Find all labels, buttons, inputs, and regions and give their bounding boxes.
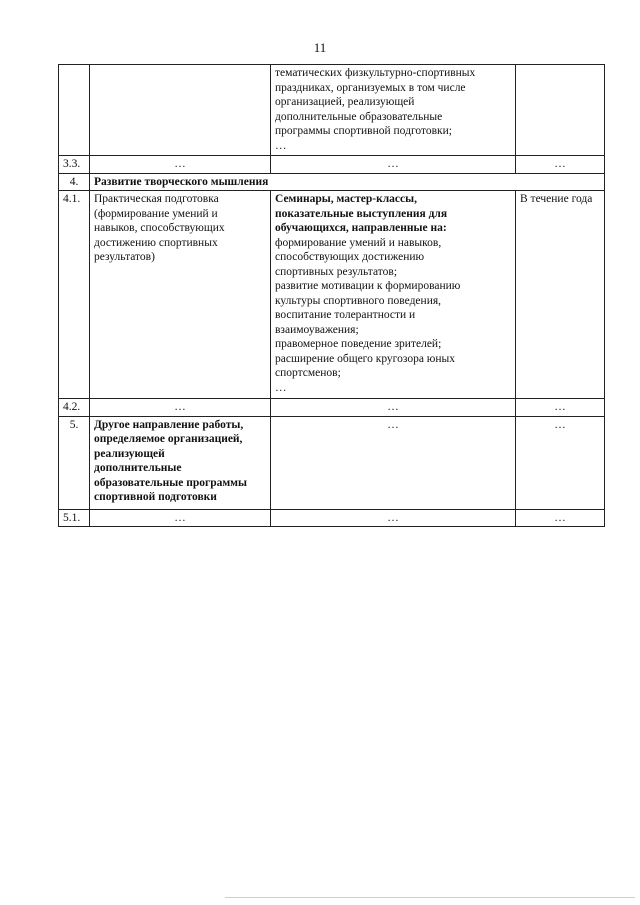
- plan-table: [58, 64, 605, 527]
- table-row-4-2: [59, 399, 605, 417]
- table-row-4-1: [59, 191, 605, 399]
- text-line: взаимоуважения;: [275, 323, 359, 336]
- page-number: 11: [313, 40, 327, 55]
- text-line: (формирование умений и: [94, 207, 218, 220]
- text-line: результатов): [94, 251, 155, 263]
- text-line-bold: реализующей: [94, 447, 165, 460]
- text-line: организацией, реализующей: [275, 96, 415, 108]
- cell-direction: [90, 416, 271, 509]
- text-line: программы спортивной подготовки;: [275, 125, 452, 137]
- table-row-5-1: [59, 509, 605, 527]
- text-line-bold: дополнительные: [94, 462, 182, 474]
- text-line: культуры спортивного поведения,: [275, 294, 442, 307]
- text-line: способствующих достижению: [275, 251, 425, 263]
- row-number: 4.: [59, 173, 90, 191]
- scan-edge-line: [225, 897, 635, 898]
- cell-timing: …: [516, 416, 605, 509]
- text-line: дополнительные образовательные: [275, 110, 443, 123]
- cell-direction: …: [90, 399, 271, 417]
- cell-timing: …: [516, 156, 605, 174]
- row-number: 5.: [59, 416, 90, 509]
- text-line-bold: обучающихся, направленные на:: [275, 222, 447, 234]
- text-line: воспитание толерантности и: [275, 309, 416, 321]
- cell-timing: В течение года: [516, 191, 605, 399]
- cell-direction: …: [90, 156, 271, 174]
- table-row-3-3: [59, 156, 605, 174]
- row-number: 4.2.: [59, 399, 90, 417]
- row-number: 3.3.: [59, 156, 90, 174]
- text-line: …: [275, 381, 287, 394]
- text-line: достижению спортивных: [94, 236, 218, 249]
- text-line: расширение общего кругозора юных: [275, 352, 456, 365]
- cell-direction: [90, 191, 271, 399]
- text-line: спортивных результатов;: [275, 265, 398, 278]
- row-number: 4.1.: [59, 191, 90, 399]
- cell-direction: [90, 65, 271, 156]
- text-line: правомерное поведение зрителей;: [275, 338, 442, 350]
- text-line: …: [275, 139, 287, 152]
- cell-timing: …: [516, 399, 605, 417]
- text-line-bold: спортивной подготовки: [94, 491, 217, 503]
- text-line-bold: определяемое организацией,: [94, 433, 243, 445]
- text-line: спортсменов;: [275, 367, 341, 379]
- text-line-bold: Другое направление работы,: [94, 418, 244, 431]
- text-line-bold: показательные выступления для: [275, 207, 448, 220]
- text-line-bold: Семинары, мастер-классы,: [275, 193, 417, 205]
- cell-events: …: [271, 399, 516, 417]
- cell-events: …: [271, 416, 516, 509]
- row-number: 5.1.: [59, 509, 90, 527]
- text-line: навыков, способствующих: [94, 222, 225, 234]
- cell-events: …: [271, 509, 516, 527]
- cell-number: [59, 65, 90, 156]
- cell-timing: …: [516, 509, 605, 527]
- text-line: праздниках, организуемых в том числе: [275, 81, 466, 94]
- cell-events: [271, 191, 516, 399]
- text-line: Практическая подготовка: [94, 193, 219, 205]
- cell-timing: [516, 65, 605, 156]
- cell-events: [271, 65, 516, 156]
- text-line: тематических физкультурно-спортивных: [275, 67, 476, 79]
- text-line-bold: образовательные программы: [94, 476, 247, 489]
- section-title: Развитие творческого мышления: [90, 173, 605, 191]
- table-row-continuation: [59, 65, 605, 156]
- text-line: развитие мотивации к формированию: [275, 280, 461, 292]
- cell-direction: …: [90, 509, 271, 527]
- table-row-section-4: [59, 173, 605, 191]
- text-line: формирование умений и навыков,: [275, 236, 442, 249]
- table-row-5: [59, 416, 605, 509]
- cell-events: …: [271, 156, 516, 174]
